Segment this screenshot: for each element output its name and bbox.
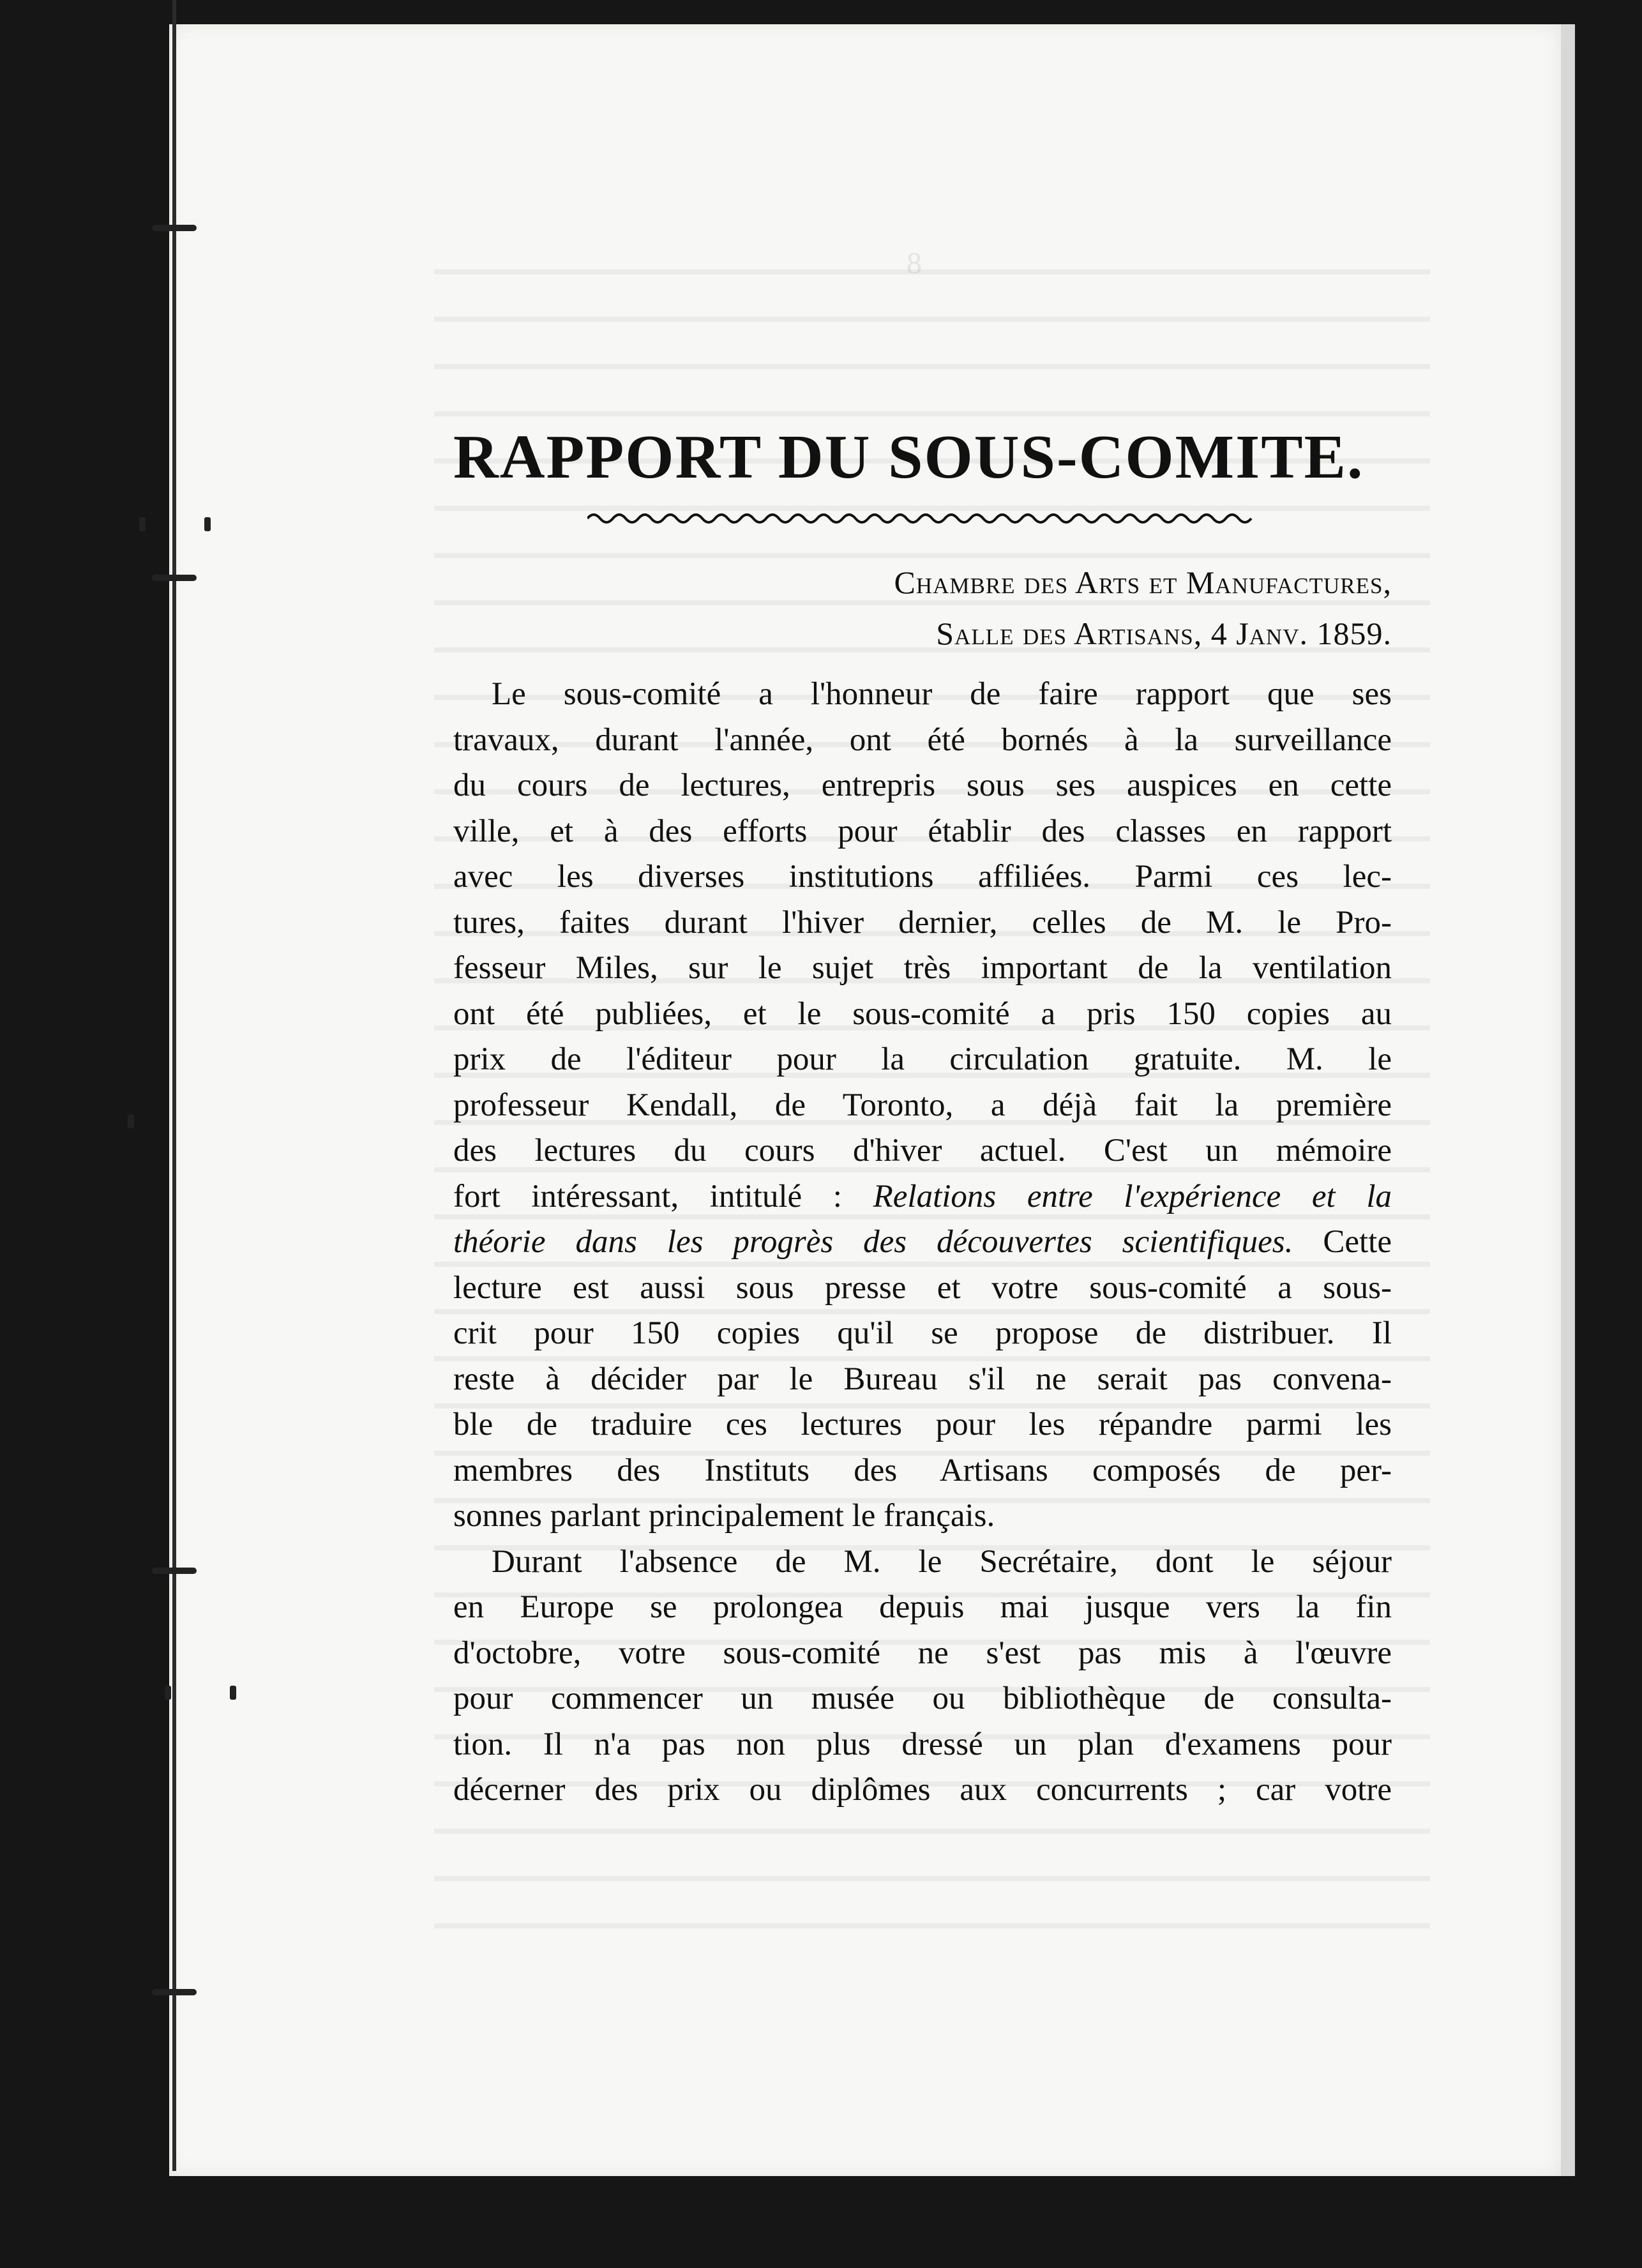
text-line: prix de l'éditeur pour la circulation gratuite. M. le: [453, 1041, 1392, 1077]
text-line: Durant l'absence de M. le Secrétaire, dont le séjour: [492, 1543, 1392, 1580]
text-line: crit pour 150 copies qu'il se propose de distribuer. Il: [453, 1315, 1392, 1351]
body-text: [453, 672, 1392, 1813]
binding-mark: [139, 517, 146, 531]
text-line: reste à décider par le Bureau s'il ne serait pas convena-: [453, 1361, 1392, 1397]
binding-mark: [204, 517, 211, 531]
document-content: [453, 421, 1392, 1813]
text-line: [453, 1220, 1392, 1266]
text-line: travaux, durant l'année, ont été bornés à la surveillance: [453, 722, 1392, 758]
faint-page-number: 8: [907, 246, 922, 280]
text-line: décerner des prix ou diplômes aux concurrents ; car votre: [453, 1772, 1392, 1808]
text-line: avec les diverses institutions affiliées. Parmi ces lec-: [453, 859, 1392, 895]
text-line: du cours de lectures, entrepris sous ses auspices en cette: [453, 767, 1392, 803]
text-line: tures, faites durant l'hiver dernier, celles de M. le Pro-: [453, 904, 1392, 941]
binding-stitch: [152, 1989, 197, 1995]
text-line: ville, et à des efforts pour établir des classes en rapport: [453, 813, 1392, 849]
text-line: en Europe se prolongea depuis mai jusque vers la fin: [453, 1589, 1392, 1625]
text-line: ont été publiées, et le sous-comité a pris 150 copies au: [453, 995, 1392, 1032]
text-line: ble de traduire ces lectures pour les répandre parmi les: [453, 1407, 1392, 1442]
paragraph: [453, 672, 1392, 1539]
binding-mark: [128, 1114, 134, 1128]
dateline-line: Chambre des Arts et Manufactures,: [894, 564, 1392, 600]
text-line: [453, 1174, 1392, 1220]
dateline: [453, 557, 1392, 659]
dateline-line: Salle des Artisans, 4 Janv. 1859.: [936, 616, 1392, 651]
page-title: RAPPORT DU SOUS-COMITE.: [453, 423, 1364, 492]
binding-stitch: [152, 575, 197, 581]
binding-mark: [230, 1686, 236, 1700]
text-line: d'octobre, votre sous-comité ne s'est pas mis à l'œuvre: [453, 1635, 1392, 1671]
text-fragment: fort intéressant, intitulé :: [453, 1178, 873, 1214]
wavy-rule-ornament: [587, 506, 1258, 531]
text-line: des lectures du cours d'hiver actuel. C'est un mémoire: [453, 1133, 1392, 1168]
lecture-title-italic: théorie dans les progrès des découvertes scientifiques.: [453, 1224, 1293, 1260]
binding-stitch: [152, 225, 197, 231]
text-line: sonnes parlant principalement le français.: [453, 1498, 995, 1534]
text-line: professeur Kendall, de Toronto, a déjà fait la première: [453, 1087, 1392, 1123]
paragraph: [453, 1539, 1392, 1813]
binding-mark: [165, 1686, 171, 1700]
lecture-title-italic: Relations entre l'expérience et la: [873, 1178, 1392, 1214]
text-line: tion. Il n'a pas non plus dressé un plan d'examens pour: [453, 1726, 1392, 1762]
text-line: membres des Instituts des Artisans composés de per-: [453, 1452, 1392, 1488]
text-line: pour commencer un musée ou bibliothèque de consulta-: [453, 1681, 1392, 1716]
binding-line: [172, 0, 176, 2171]
text-line: Le sous-comité a l'honneur de faire rapport que ses: [492, 676, 1392, 712]
text-line: lecture est aussi sous presse et votre sous-comité a sous-: [453, 1269, 1392, 1306]
text-line: fesseur Miles, sur le sujet très important de la ventilation: [453, 950, 1392, 986]
page-edge: [1561, 24, 1575, 2176]
binding-stitch: [152, 1568, 197, 1574]
text-fragment: Cette: [1293, 1224, 1392, 1260]
